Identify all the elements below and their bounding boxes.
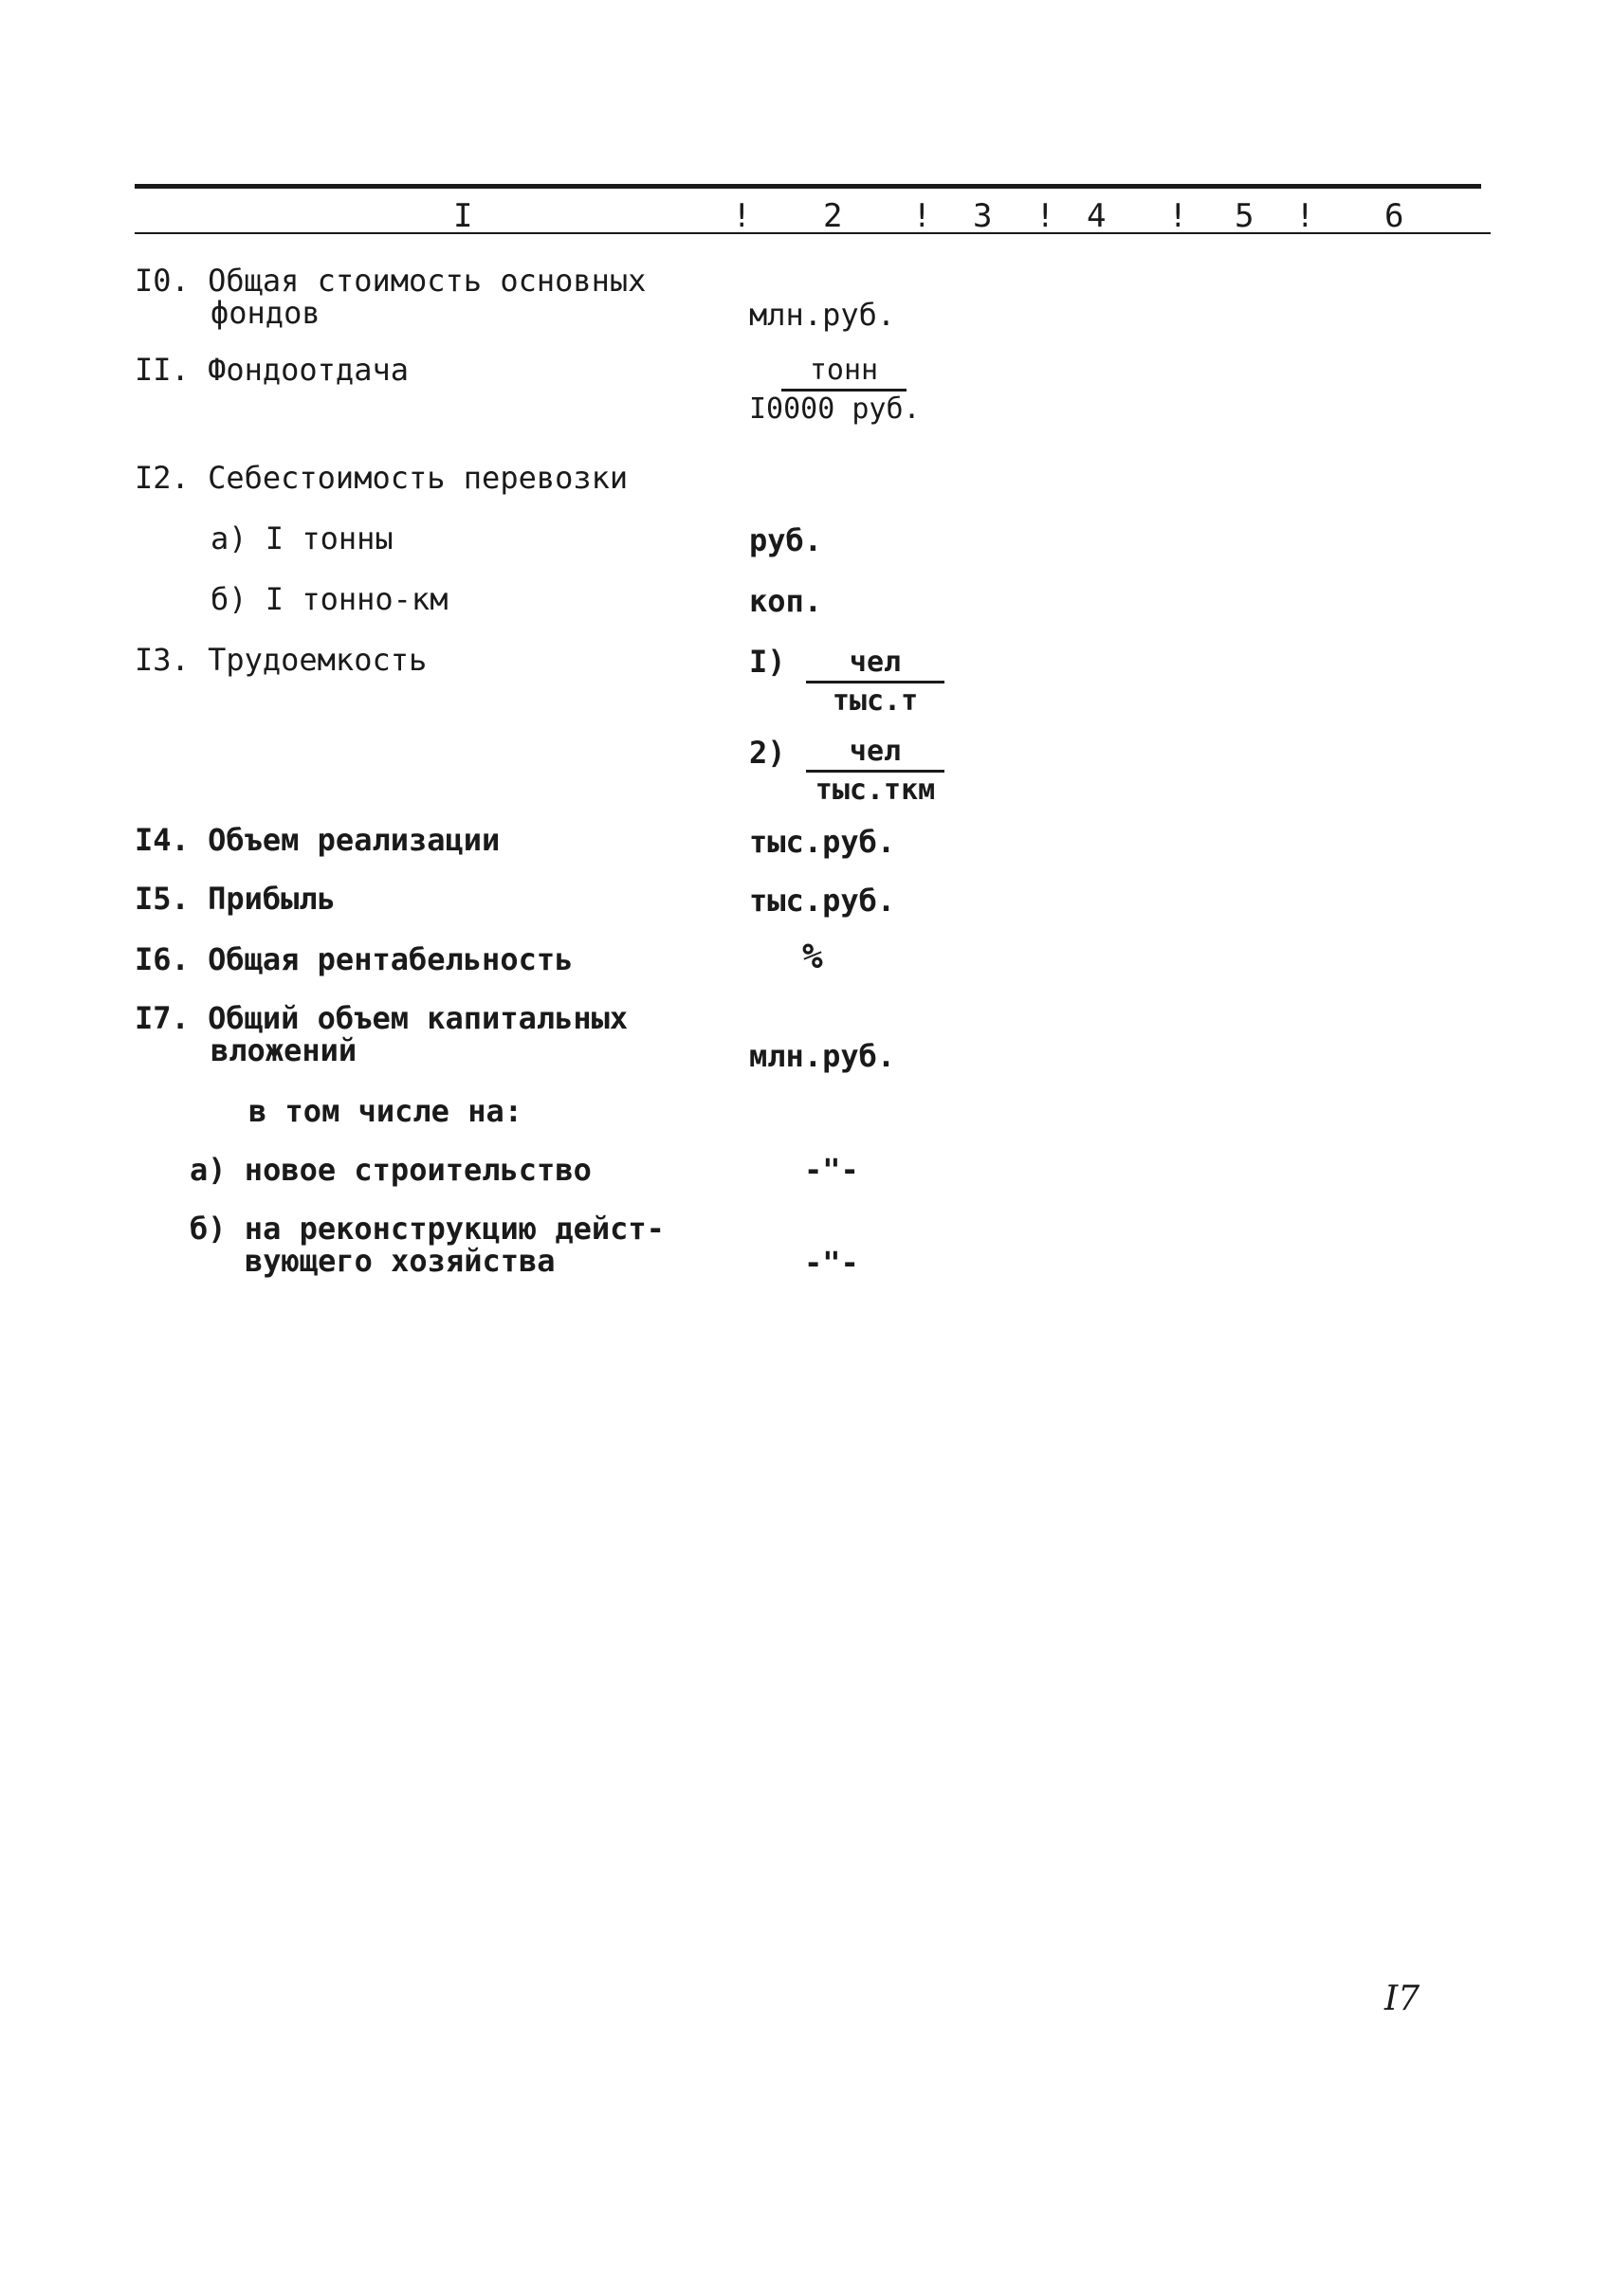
column-header-5: 5 (1235, 197, 1255, 235)
column-separator: ! (1035, 197, 1055, 235)
page-number: I7 (1384, 1979, 1420, 2018)
column-separator: ! (912, 197, 932, 235)
row-11-unit-numerator: тонн (781, 355, 907, 392)
table-top-rule (135, 184, 1481, 189)
row-11-label: II. Фондоотдача (135, 352, 409, 388)
row-17a-label: а) новое строительство (190, 1152, 592, 1188)
row-12a-unit: руб. (749, 522, 823, 558)
row-13-label: I3. Трудоемкость (135, 642, 428, 678)
column-header-1: I (453, 197, 473, 235)
row-15-label: I5. Прибыль (135, 881, 336, 917)
row-17b-label-cont: вующего хозяйства (245, 1243, 556, 1279)
row-13-unit-2-prefix: 2) (749, 735, 786, 771)
column-separator: ! (1168, 197, 1188, 235)
row-13-unit-1-denominator: тыс.т (832, 684, 919, 718)
row-11-unit-denominator: I0000 руб. (749, 392, 921, 426)
column-separator: ! (1295, 197, 1315, 235)
column-header-2: 2 (823, 197, 843, 235)
row-14-label: I4. Объем реализации (135, 822, 501, 858)
row-13-unit-2-fraction (806, 736, 944, 807)
row-17a-unit: -"- (804, 1152, 859, 1188)
row-17b-label: б) на реконструкцию дейст- (190, 1211, 665, 1247)
row-10-label: I0. Общая стоимость основных (135, 263, 647, 299)
row-15-unit: тыс.руб. (749, 883, 896, 919)
row-13-unit-1-prefix: I) (749, 644, 786, 680)
row-16-unit: % (802, 938, 823, 976)
row-12b-label: б) I тонно-км (211, 581, 449, 617)
column-header-4: 4 (1087, 197, 1107, 235)
row-13-unit-2-denominator: тыс.ткм (815, 774, 936, 807)
row-14-unit: тыс.руб. (749, 824, 896, 860)
row-10-label-cont: фондов (211, 295, 321, 331)
row-17-unit: млн.руб. (749, 1038, 896, 1074)
row-12a-label: а) I тонны (211, 520, 394, 556)
row-12-label: I2. Себестоимость перевозки (135, 460, 629, 496)
row-11-unit-fraction (749, 355, 939, 426)
row-10-unit: млн.руб. (749, 297, 896, 333)
row-17-label: I7. Общий объем капитальных (135, 1000, 629, 1036)
row-17-subheading: в том числе на: (248, 1093, 522, 1129)
column-header-6: 6 (1384, 197, 1404, 235)
column-separator: ! (732, 197, 752, 235)
row-17-label-cont: вложений (211, 1032, 357, 1068)
column-header-3: 3 (973, 197, 993, 235)
row-16-label: I6. Общая рентабельность (135, 941, 574, 977)
row-17b-unit: -"- (804, 1245, 859, 1281)
row-13-unit-1-fraction (806, 647, 944, 718)
table-header-rule (135, 232, 1491, 234)
row-13-unit-1-numerator: чел (806, 647, 944, 683)
row-12b-unit: коп. (749, 583, 823, 619)
row-13-unit-2-numerator: чел (806, 736, 944, 773)
